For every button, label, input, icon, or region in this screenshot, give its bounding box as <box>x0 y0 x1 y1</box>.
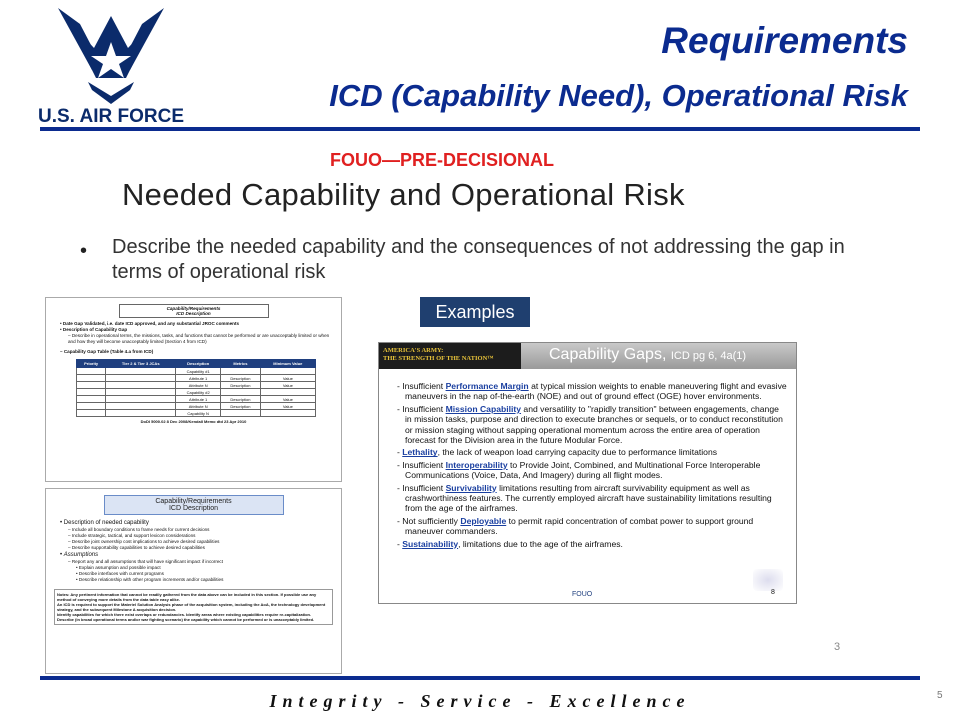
army-banner <box>379 343 521 369</box>
list-item-keyword: Interoperability <box>445 459 508 470</box>
list-item <box>397 404 787 446</box>
list-dash: - <box>397 459 403 470</box>
table-body <box>77 368 316 417</box>
list-item-keyword: Deployable <box>460 515 507 526</box>
table-cell <box>106 410 176 417</box>
slide-bullet: Describe the needed capability and the consequences of not addressing the gap in terms of operational risk <box>112 236 845 283</box>
table-cell: Description <box>221 403 261 410</box>
doc-line: • Date Gap Validated, i.e. date ICD approved, and any substantial JROC comments <box>60 321 240 326</box>
list-item-text: Not sufficiently <box>402 515 461 526</box>
table-header: Description <box>176 360 221 368</box>
doc-header <box>104 495 284 515</box>
list-item-keyword: Survivability <box>445 482 497 493</box>
table-cell: Value <box>260 382 315 389</box>
flag-icon <box>753 569 783 591</box>
slide-title: Needed Capability and Operational Risk <box>122 177 685 212</box>
table-cell: Description <box>221 382 261 389</box>
list-item <box>397 516 787 537</box>
doc-header-line2: ICD Description <box>176 311 211 316</box>
header-divider <box>40 127 920 131</box>
usaf-logo <box>36 8 186 126</box>
doc-line: – Describe in operational terms, the missions, tasks, and functions that cannot be performed or are unacceptably limited or when and how they will become unacceptably limited (Section 4 from ICD) <box>68 333 330 344</box>
table-cell: Value <box>260 403 315 410</box>
examples-label: Examples <box>420 297 530 327</box>
table-cell <box>106 389 176 396</box>
table-row <box>77 410 316 417</box>
doc-footnote: DoDI 5000.02 8 Dec 2008/Kendall Memo dtd 23 Apr 2010 <box>140 419 247 424</box>
capability-gaps-panel <box>378 342 797 604</box>
footer-motto: Integrity - Service - Excellence <box>269 691 691 711</box>
table-cell <box>221 410 261 417</box>
table-row <box>77 403 316 410</box>
army-banner-line2: THE STRENGTH OF THE NATION™ <box>383 355 494 362</box>
panel-title-ref: ICD pg 6, 4a(1) <box>670 350 747 362</box>
list-item-text: to Provide Joint, Combined, and Multinational Force Interoperable Communications (Voice, Data, And Imagery) during all flight modes. <box>405 459 761 481</box>
doc-note: Notes: Any pertinent information that cannot be readily gathered from the data above can be included in this section. If possible use any method of conveying more details from the data table easy alike. <box>57 592 317 602</box>
table-row <box>77 396 316 403</box>
panel-banner <box>379 343 796 369</box>
table-cell <box>77 410 106 417</box>
table-cell <box>106 382 176 389</box>
table-row <box>77 389 316 396</box>
table-cell: Attribute 1 <box>176 375 221 382</box>
doc-header-line2: ICD Description <box>168 505 218 512</box>
doc-note: An ICD is required to support the Materiel Solution Analysis phase of the acquisition system, including the AoA, the technology development strategy, and the subsequent Milestone A acquisition decision. <box>57 602 326 612</box>
bullet-icon: • <box>80 240 88 262</box>
list-item-text: Insufficient <box>402 381 446 391</box>
table-cell <box>77 403 106 410</box>
list-item-text: to permit rapid concentration of combat power to support ground maneuver commanders. <box>405 515 754 537</box>
page-subtitle: ICD (Capability Need), Operational Risk <box>329 78 908 113</box>
page-title: Requirements <box>661 20 908 61</box>
table-header: Priority <box>77 360 106 368</box>
doc-line: • Describe interfaces with current programs <box>76 571 164 576</box>
table-row <box>77 368 316 375</box>
table-cell <box>77 368 106 375</box>
list-dash: - <box>397 447 403 458</box>
capability-gap-list <box>397 381 787 551</box>
list-dash: - <box>397 538 403 549</box>
list-item-text: , the lack of weapon load carrying capacity due to performance limitations <box>437 447 718 458</box>
panel-page-number: 8 <box>771 589 775 596</box>
doc-header-line1: Capability/Requirements <box>155 498 232 505</box>
list-dash: - <box>397 515 403 526</box>
list-item-text: at typical mission weights to enable maneuvering flight and evasive maneuvers in the nap of-the-earth (NOE) and out of ground effect (OGE) hover environments. <box>405 381 787 402</box>
doc-line: • Description of Capability Gap <box>60 327 128 332</box>
panel-title-text: Capability Gaps, <box>549 346 667 363</box>
doc-line: • Description of needed capability <box>60 520 149 526</box>
doc-thumbnail-gap <box>45 297 342 482</box>
table-cell: Capability N <box>176 410 221 417</box>
doc-line: – Describe joint ownership cost implications to achieve desired capabilities <box>68 539 220 544</box>
doc-line: – Include all boundary conditions to frame needs for current decisions <box>68 527 210 532</box>
table-header: Metrics <box>221 360 261 368</box>
logo-text: U.S. AIR FORCE <box>37 106 185 127</box>
list-item <box>397 447 787 457</box>
list-item-text: , limitations due to the age of the airframes. <box>458 538 623 549</box>
list-item-keyword: Lethality <box>402 447 438 458</box>
table-row <box>77 382 316 389</box>
list-item-text: Insufficient <box>402 482 446 493</box>
table-cell <box>260 389 315 396</box>
table-cell <box>221 368 261 375</box>
table-cell <box>260 368 315 375</box>
doc-header <box>119 304 269 318</box>
doc-note: Describe (in broad operational terms and/or war fighting scenario) the capability which cannot be performed or is unacceptably limited. <box>57 617 315 622</box>
table-cell: Attribute N <box>176 382 221 389</box>
table-cell: Attribute N <box>176 403 221 410</box>
doc-line: • Explain assumption and possible impact <box>76 565 161 570</box>
page-number: 5 <box>937 690 943 701</box>
list-item-text: limitations resulting from aircraft survivability equipment as well as crashworthiness features. The currently employed aircraft have sustainability limitations resulting from the age of the airframes. <box>405 482 772 514</box>
classification-marking: FOUO—PRE-DECISIONAL <box>330 150 555 170</box>
list-dash: - <box>397 482 403 493</box>
table-cell: Attribute 1 <box>176 396 221 403</box>
panel-marking: FOUO <box>572 591 593 598</box>
table-cell: Capability #2 <box>176 389 221 396</box>
table-cell <box>77 375 106 382</box>
table-cell <box>77 396 106 403</box>
list-item <box>397 483 787 514</box>
table-header: Tier 2 & Tier 3 JCAs <box>106 360 176 368</box>
table-cell: Description <box>221 396 261 403</box>
slide-number: 3 <box>834 641 841 653</box>
table-cell <box>77 389 106 396</box>
army-banner-line1: AMERICA'S ARMY: <box>383 347 444 354</box>
table-cell <box>221 389 261 396</box>
table-row <box>77 375 316 382</box>
table-cell: Value <box>260 396 315 403</box>
capability-gap-table <box>76 359 316 417</box>
doc-note: Identify capabilities for which there exist overlaps or redundancies. Identify areas where existing capabilities require re-capitalization. <box>57 612 312 617</box>
doc-line: • Describe relationship with other program increments and/or capabilities <box>76 577 224 582</box>
table-cell <box>106 368 176 375</box>
doc-line: • Assumptions <box>60 552 99 558</box>
table-cell: Description <box>221 375 261 382</box>
list-item-text: Insufficient <box>402 403 446 414</box>
list-item-keyword: Mission Capability <box>445 403 522 414</box>
list-item-keyword: Performance Margin <box>445 381 529 391</box>
list-item-text: and versatility to "rapidly transition" between engagements, change in mission tasks, purpose and direction to execute branches or sequels, or to conduct reconstitution or mission staging without sapping operational momentum across the entire area of operation forecast for the Division area in the future Modular Force. <box>405 403 783 446</box>
doc-thumbnail-description <box>45 488 342 674</box>
footer-divider <box>40 676 920 680</box>
table-cell: Capability #1 <box>176 368 221 375</box>
panel-title <box>549 346 746 364</box>
doc-line: – Describe supportability capabilities to achieve desired capabilities <box>68 545 205 550</box>
doc-header-line1: Capability/Requirements <box>166 306 221 311</box>
list-item <box>397 460 787 481</box>
table-cell: Value <box>260 375 315 382</box>
table-cell <box>260 410 315 417</box>
table-cell <box>106 396 176 403</box>
table-cell <box>77 382 106 389</box>
table-header: Minimum Value <box>260 360 315 368</box>
list-item <box>397 381 787 402</box>
doc-notes <box>54 589 333 625</box>
list-item-keyword: Sustainability <box>402 538 459 549</box>
doc-line: – Report any and all assumptions that will have significant impact if incorrect <box>68 559 223 564</box>
list-dash: - <box>397 403 403 414</box>
table-cell <box>106 403 176 410</box>
doc-line: – Capability Gap Table (Table 4.a from ICD) <box>60 349 154 354</box>
list-item-text: Insufficient <box>402 459 446 470</box>
list-dash: - <box>397 381 403 391</box>
table-cell <box>106 375 176 382</box>
doc-line: – Include strategic, tactical, and support lexicon considerations <box>68 533 196 538</box>
usaf-wings-icon <box>58 8 164 104</box>
list-item <box>397 539 787 549</box>
